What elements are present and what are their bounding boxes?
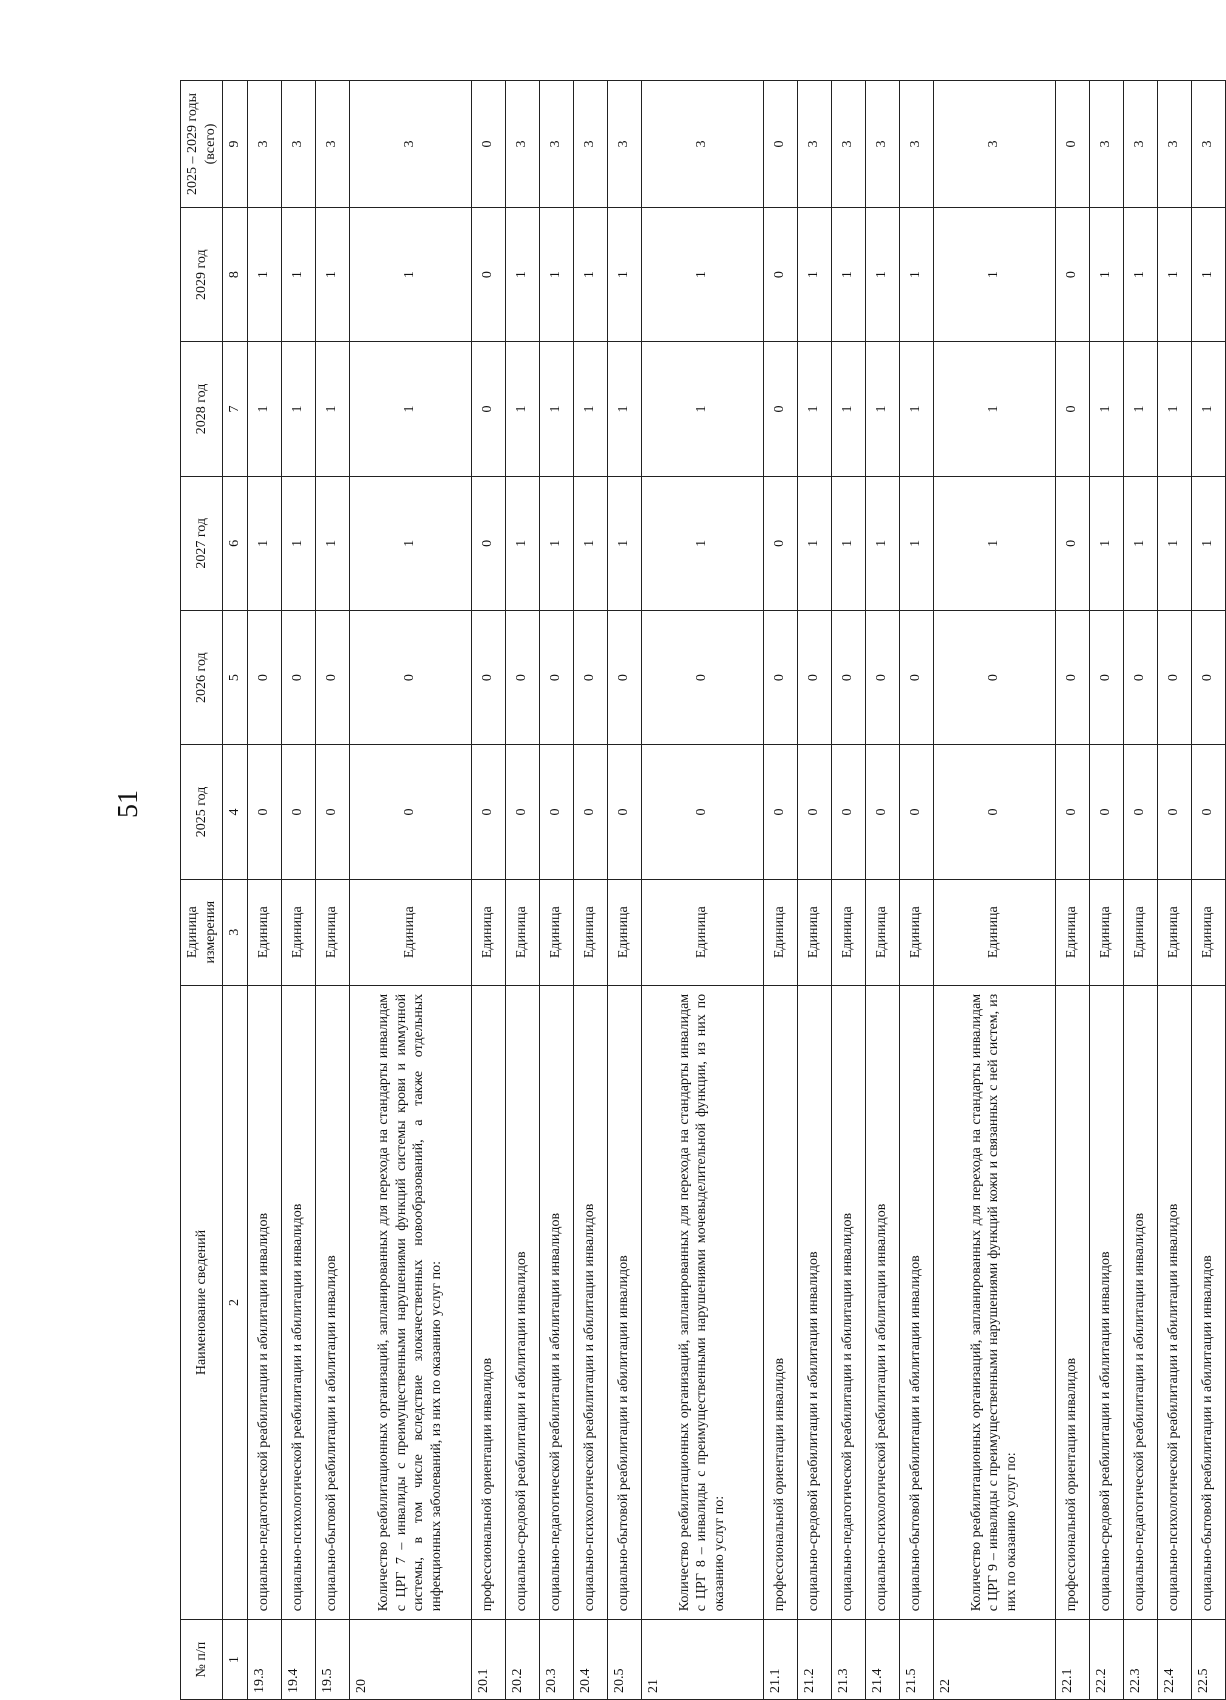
row-unit: Единица [247, 879, 281, 985]
value-2029: 1 [831, 207, 865, 341]
col-header-2026: 2026 год [181, 610, 223, 744]
value-2025: 0 [505, 745, 539, 879]
value-2027: 1 [797, 476, 831, 610]
table-row [471, 81, 505, 1700]
header-row [181, 81, 223, 1700]
value-2026: 0 [315, 610, 349, 744]
value-2027: 1 [315, 476, 349, 610]
value-2026: 0 [539, 610, 573, 744]
value-2029: 1 [247, 207, 281, 341]
table-row [281, 81, 315, 1700]
value-total: 3 [505, 81, 539, 208]
row-name: социально-бытовой реабилитации и абилитации инвалидов [1191, 985, 1225, 1619]
row-number: 20.3 [539, 1620, 573, 1700]
value-2028: 1 [349, 342, 471, 476]
value-2028: 1 [797, 342, 831, 476]
col-header-name: Наименование сведений [181, 985, 223, 1619]
value-total: 3 [607, 81, 641, 208]
value-2026: 0 [831, 610, 865, 744]
value-2025: 0 [539, 745, 573, 879]
value-2029: 1 [539, 207, 573, 341]
row-number: 22.1 [1055, 1620, 1089, 1700]
index-cell: 2 [223, 985, 248, 1619]
row-name: социально-психологической реабилитации и абилитации инвалидов [1157, 985, 1191, 1619]
value-2028: 1 [933, 342, 1055, 476]
value-2028: 1 [1191, 342, 1225, 476]
value-total: 0 [471, 81, 505, 208]
row-unit: Единица [865, 879, 899, 985]
value-2028: 1 [831, 342, 865, 476]
index-cell: 4 [223, 745, 248, 879]
row-name: социально-педагогической реабилитации и абилитации инвалидов [539, 985, 573, 1619]
row-name: социально-средовой реабилитации и абилитации инвалидов [1089, 985, 1123, 1619]
value-2029: 0 [471, 207, 505, 341]
value-2025: 0 [471, 745, 505, 879]
value-2025: 0 [1157, 745, 1191, 879]
index-row [223, 81, 248, 1700]
value-total: 3 [865, 81, 899, 208]
table-row [933, 81, 1055, 1700]
row-unit: Единица [349, 879, 471, 985]
row-unit: Единица [899, 879, 933, 985]
value-2028: 1 [505, 342, 539, 476]
row-unit: Единица [315, 879, 349, 985]
value-2027: 1 [1089, 476, 1123, 610]
table-row [797, 81, 831, 1700]
value-2025: 0 [349, 745, 471, 879]
value-2028: 1 [1089, 342, 1123, 476]
table-row [831, 81, 865, 1700]
value-2028: 1 [1123, 342, 1157, 476]
col-header-2028: 2028 год [181, 342, 223, 476]
table-row [865, 81, 899, 1700]
row-name: социально-психологической реабилитации и абилитации инвалидов [865, 985, 899, 1619]
value-2029: 1 [281, 207, 315, 341]
value-2028: 1 [641, 342, 763, 476]
value-2028: 1 [573, 342, 607, 476]
col-header-total: 2025 – 2029 годы (всего) [181, 81, 223, 208]
value-total: 0 [763, 81, 797, 208]
row-name: социально-средовой реабилитации и абилитации инвалидов [797, 985, 831, 1619]
value-2029: 1 [1089, 207, 1123, 341]
value-2027: 0 [1055, 476, 1089, 610]
value-2027: 0 [763, 476, 797, 610]
table-row [573, 81, 607, 1700]
table-row [1123, 81, 1157, 1700]
row-unit: Единица [797, 879, 831, 985]
value-2026: 0 [1191, 610, 1225, 744]
col-header-2029: 2029 год [181, 207, 223, 341]
value-2028: 1 [539, 342, 573, 476]
value-2026: 0 [1055, 610, 1089, 744]
value-2027: 1 [1123, 476, 1157, 610]
value-total: 3 [281, 81, 315, 208]
row-number: 21.4 [865, 1620, 899, 1700]
value-2026: 0 [797, 610, 831, 744]
value-2026: 0 [933, 610, 1055, 744]
row-name: профессиональной ориентации инвалидов [471, 985, 505, 1619]
table-row [349, 81, 471, 1700]
value-2027: 1 [641, 476, 763, 610]
value-2029: 1 [797, 207, 831, 341]
row-number: 22.5 [1191, 1620, 1225, 1700]
row-number: 21.3 [831, 1620, 865, 1700]
value-2026: 0 [865, 610, 899, 744]
value-2029: 1 [899, 207, 933, 341]
value-2025: 0 [1089, 745, 1123, 879]
index-cell: 7 [223, 342, 248, 476]
value-2027: 1 [865, 476, 899, 610]
row-unit: Единица [1191, 879, 1225, 985]
table-row [899, 81, 933, 1700]
row-name: социально-средовой реабилитации и абилитации инвалидов [505, 985, 539, 1619]
row-unit: Единица [281, 879, 315, 985]
row-name: социально-психологической реабилитации и абилитации инвалидов [573, 985, 607, 1619]
value-2025: 0 [281, 745, 315, 879]
row-number: 20.5 [607, 1620, 641, 1700]
index-cell: 5 [223, 610, 248, 744]
value-2025: 0 [315, 745, 349, 879]
row-number: 21.1 [763, 1620, 797, 1700]
value-2028: 1 [607, 342, 641, 476]
table-row [1157, 81, 1191, 1700]
row-number: 21 [641, 1620, 763, 1700]
row-name: Количество реабилитационных организаций, запланированных для перехода на стандарты инвалидам с ЦРГ 8 – инвалиды с преимущественными нарушениями мочевыделительной функции, из них по оказанию услуг по: [641, 985, 763, 1619]
row-unit: Единица [539, 879, 573, 985]
row-unit: Единица [1089, 879, 1123, 985]
value-2025: 0 [933, 745, 1055, 879]
value-2026: 0 [505, 610, 539, 744]
row-name: социально-бытовой реабилитации и абилитации инвалидов [315, 985, 349, 1619]
table-header [181, 81, 248, 1700]
value-total: 0 [1055, 81, 1089, 208]
data-table [180, 80, 1226, 1700]
value-2028: 1 [315, 342, 349, 476]
value-2026: 0 [763, 610, 797, 744]
value-2025: 0 [865, 745, 899, 879]
value-2025: 0 [247, 745, 281, 879]
row-unit: Единица [1123, 879, 1157, 985]
value-2028: 0 [471, 342, 505, 476]
value-2027: 1 [539, 476, 573, 610]
row-number: 20 [349, 1620, 471, 1700]
value-total: 3 [315, 81, 349, 208]
value-2026: 0 [247, 610, 281, 744]
table-row [763, 81, 797, 1700]
value-2026: 0 [641, 610, 763, 744]
table-row [1191, 81, 1225, 1700]
value-total: 3 [349, 81, 471, 208]
value-2029: 1 [1157, 207, 1191, 341]
value-total: 3 [831, 81, 865, 208]
value-total: 3 [247, 81, 281, 208]
row-name: социально-психологической реабилитации и абилитации инвалидов [281, 985, 315, 1619]
page-number: 51 [113, 790, 144, 818]
row-unit: Единица [933, 879, 1055, 985]
value-2029: 1 [607, 207, 641, 341]
value-2027: 1 [573, 476, 607, 610]
value-2029: 0 [763, 207, 797, 341]
value-2026: 0 [281, 610, 315, 744]
index-cell: 1 [223, 1620, 248, 1700]
value-2025: 0 [641, 745, 763, 879]
row-name: Количество реабилитационных организаций, запланированных для перехода на стандарты инвалидам с ЦРГ 9 – инвалиды с преимущественными нарушениями функций кожи и связанных с ней систем, из них по оказанию услуг по: [933, 985, 1055, 1619]
value-2029: 1 [349, 207, 471, 341]
value-2029: 0 [1055, 207, 1089, 341]
row-unit: Единица [607, 879, 641, 985]
value-2028: 1 [247, 342, 281, 476]
col-header-2027: 2027 год [181, 476, 223, 610]
row-number: 21.2 [797, 1620, 831, 1700]
value-2027: 1 [349, 476, 471, 610]
row-number: 22.3 [1123, 1620, 1157, 1700]
value-2028: 1 [865, 342, 899, 476]
row-number: 20.2 [505, 1620, 539, 1700]
value-2026: 0 [471, 610, 505, 744]
table-body [247, 81, 1225, 1700]
value-2028: 1 [1157, 342, 1191, 476]
value-2025: 0 [1055, 745, 1089, 879]
value-2025: 0 [573, 745, 607, 879]
value-2027: 1 [607, 476, 641, 610]
row-unit: Единица [1157, 879, 1191, 985]
row-unit: Единица [505, 879, 539, 985]
table-row [247, 81, 281, 1700]
col-header-unit: Единица измерения [181, 879, 223, 985]
value-2026: 0 [1123, 610, 1157, 744]
value-2026: 0 [573, 610, 607, 744]
value-2029: 1 [641, 207, 763, 341]
value-total: 3 [1089, 81, 1123, 208]
row-number: 22.2 [1089, 1620, 1123, 1700]
row-unit: Единица [831, 879, 865, 985]
value-2027: 1 [933, 476, 1055, 610]
table-row [505, 81, 539, 1700]
row-unit: Единица [1055, 879, 1089, 985]
row-number: 20.4 [573, 1620, 607, 1700]
row-number: 21.5 [899, 1620, 933, 1700]
value-total: 3 [573, 81, 607, 208]
value-2027: 1 [281, 476, 315, 610]
row-number: 19.4 [281, 1620, 315, 1700]
value-2025: 0 [1123, 745, 1157, 879]
value-2027: 1 [247, 476, 281, 610]
row-name: социально-педагогической реабилитации и абилитации инвалидов [831, 985, 865, 1619]
value-2029: 1 [315, 207, 349, 341]
value-2029: 1 [865, 207, 899, 341]
value-2026: 0 [607, 610, 641, 744]
value-2029: 1 [573, 207, 607, 341]
value-2025: 0 [763, 745, 797, 879]
value-2025: 0 [797, 745, 831, 879]
value-2025: 0 [899, 745, 933, 879]
value-2026: 0 [1089, 610, 1123, 744]
value-total: 3 [641, 81, 763, 208]
row-name: профессиональной ориентации инвалидов [1055, 985, 1089, 1619]
value-2028: 0 [1055, 342, 1089, 476]
value-2027: 0 [471, 476, 505, 610]
row-unit: Единица [641, 879, 763, 985]
value-2027: 1 [1157, 476, 1191, 610]
index-cell: 6 [223, 476, 248, 610]
row-unit: Единица [471, 879, 505, 985]
value-2029: 1 [1123, 207, 1157, 341]
row-number: 20.1 [471, 1620, 505, 1700]
row-name: социально-бытовой реабилитации и абилитации инвалидов [607, 985, 641, 1619]
value-2027: 1 [831, 476, 865, 610]
value-2029: 1 [505, 207, 539, 341]
value-2027: 1 [1191, 476, 1225, 610]
value-total: 3 [797, 81, 831, 208]
index-cell: 8 [223, 207, 248, 341]
row-name: социально-педагогической реабилитации и абилитации инвалидов [247, 985, 281, 1619]
value-2029: 1 [933, 207, 1055, 341]
table-row [1055, 81, 1089, 1700]
col-header-2025: 2025 год [181, 745, 223, 879]
col-header-num: № п/п [181, 1620, 223, 1700]
index-cell: 3 [223, 879, 248, 985]
value-total: 3 [539, 81, 573, 208]
value-2028: 0 [763, 342, 797, 476]
row-number: 22.4 [1157, 1620, 1191, 1700]
row-name: профессиональной ориентации инвалидов [763, 985, 797, 1619]
row-number: 22 [933, 1620, 1055, 1700]
value-total: 3 [1191, 81, 1225, 208]
value-2025: 0 [607, 745, 641, 879]
index-cell: 9 [223, 81, 248, 208]
value-2026: 0 [899, 610, 933, 744]
table-row [315, 81, 349, 1700]
value-2025: 0 [831, 745, 865, 879]
row-number: 19.3 [247, 1620, 281, 1700]
value-total: 3 [933, 81, 1055, 208]
value-2027: 1 [899, 476, 933, 610]
row-name: социально-бытовой реабилитации и абилитации инвалидов [899, 985, 933, 1619]
value-2028: 1 [899, 342, 933, 476]
row-unit: Единица [763, 879, 797, 985]
value-total: 3 [1123, 81, 1157, 208]
value-total: 3 [1157, 81, 1191, 208]
row-name: Количество реабилитационных организаций, запланированных для перехода на стандарты инвалидам с ЦРГ 7 – инвалиды с преимущественными нарушениями функций системы крови и иммунной системы, в том числе вследствие злокачественных новообразований, а также отдельных инфекционных заболеваний, из них по оказанию услуг по: [349, 985, 471, 1619]
value-total: 3 [899, 81, 933, 208]
value-2025: 0 [1191, 745, 1225, 879]
value-2028: 1 [281, 342, 315, 476]
table-row [1089, 81, 1123, 1700]
row-unit: Единица [573, 879, 607, 985]
value-2029: 1 [1191, 207, 1225, 341]
row-number: 19.5 [315, 1620, 349, 1700]
table-row [539, 81, 573, 1700]
table-row [641, 81, 763, 1700]
table-row [607, 81, 641, 1700]
value-2026: 0 [349, 610, 471, 744]
value-2026: 0 [1157, 610, 1191, 744]
row-name: социально-педагогической реабилитации и абилитации инвалидов [1123, 985, 1157, 1619]
value-2027: 1 [505, 476, 539, 610]
